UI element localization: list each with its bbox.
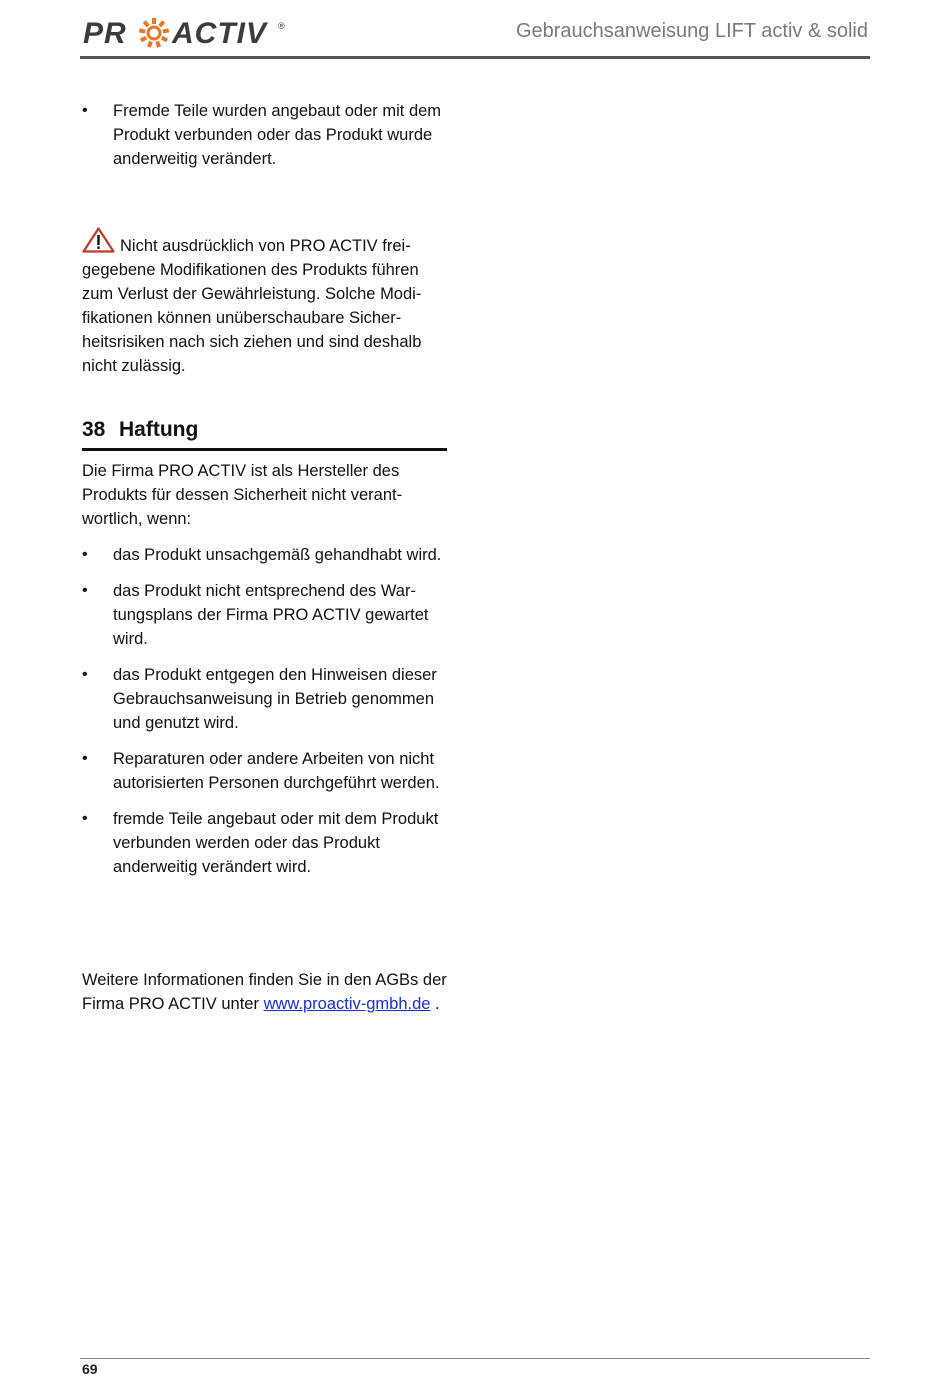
section-body: [82, 459, 447, 891]
proactiv-logo: [83, 17, 288, 49]
document-title: Gebrauchsanweisung LIFT activ & solid: [515, 20, 868, 42]
logo-text-right: ACTIV: [172, 17, 267, 49]
page-number: 69: [82, 1361, 98, 1377]
warning-text: Nicht ausdrücklich von PRO ACTIV freigegebene Modifikationen des Produkts führen zum Verlust der Gewährleistung. Solche Modifikationen können unüberschaubare Sicherheitsrisiken nach sich ziehen und sind deshalb nicht zulässig.: [82, 237, 422, 375]
warning-triangle-icon: [82, 227, 115, 253]
closing-text: Weitere Informationen finden Sie in den AGBs der Firma PRO ACTIV unter: [82, 971, 447, 1013]
top-bullet-list: [82, 99, 447, 171]
section-intro: Die Firma PRO ACTIV ist als Hersteller des Produkts für dessen Sicherheit nicht verantwortlich, wenn:: [82, 462, 403, 528]
list-item: • fremde Teile angebaut oder mit dem Produkt verbunden werden oder das Produkt anderweitig verändert wird.: [82, 807, 447, 879]
section-heading-rule: [82, 448, 447, 451]
proactiv-logo-graphic: [83, 17, 288, 49]
footer-divider: [80, 1358, 870, 1359]
liability-bullet-list: [82, 543, 447, 879]
logo-sun-icon: [139, 18, 169, 48]
section-title: Haftung: [119, 418, 199, 441]
closing-suffix: .: [430, 995, 440, 1013]
header-divider: [80, 56, 870, 59]
warning-paragraph: [82, 227, 447, 378]
warning-block: [82, 227, 447, 378]
list-item: • das Produkt entgegen den Hinweisen dieser Gebrauchsanweisung in Betrieb genommen und genutzt wird.: [82, 663, 447, 735]
logo-text-left: PR: [83, 17, 127, 49]
list-item: • das Produkt nicht entsprechend des Wartungsplans der Firma PRO ACTIV gewartet wird.: [82, 579, 447, 651]
closing-paragraph: [82, 968, 447, 1016]
section-number: 38: [82, 418, 106, 441]
list-item: • das Produkt unsachgemäß gehandhabt wird.: [82, 543, 447, 567]
logo-registered-mark: ®: [278, 21, 285, 31]
website-link[interactable]: www.proactiv-gmbh.de: [263, 995, 431, 1013]
list-item: • Reparaturen oder andere Arbeiten von nicht autorisierten Personen durchgeführt werden.: [82, 747, 447, 795]
top-list-block: [82, 99, 447, 183]
closing-block: [82, 968, 447, 1016]
section-heading: [82, 416, 447, 444]
list-item: • Fremde Teile wurden angebaut oder mit dem Produkt verbunden oder das Produkt wurde anderweitig verändert.: [82, 99, 447, 171]
